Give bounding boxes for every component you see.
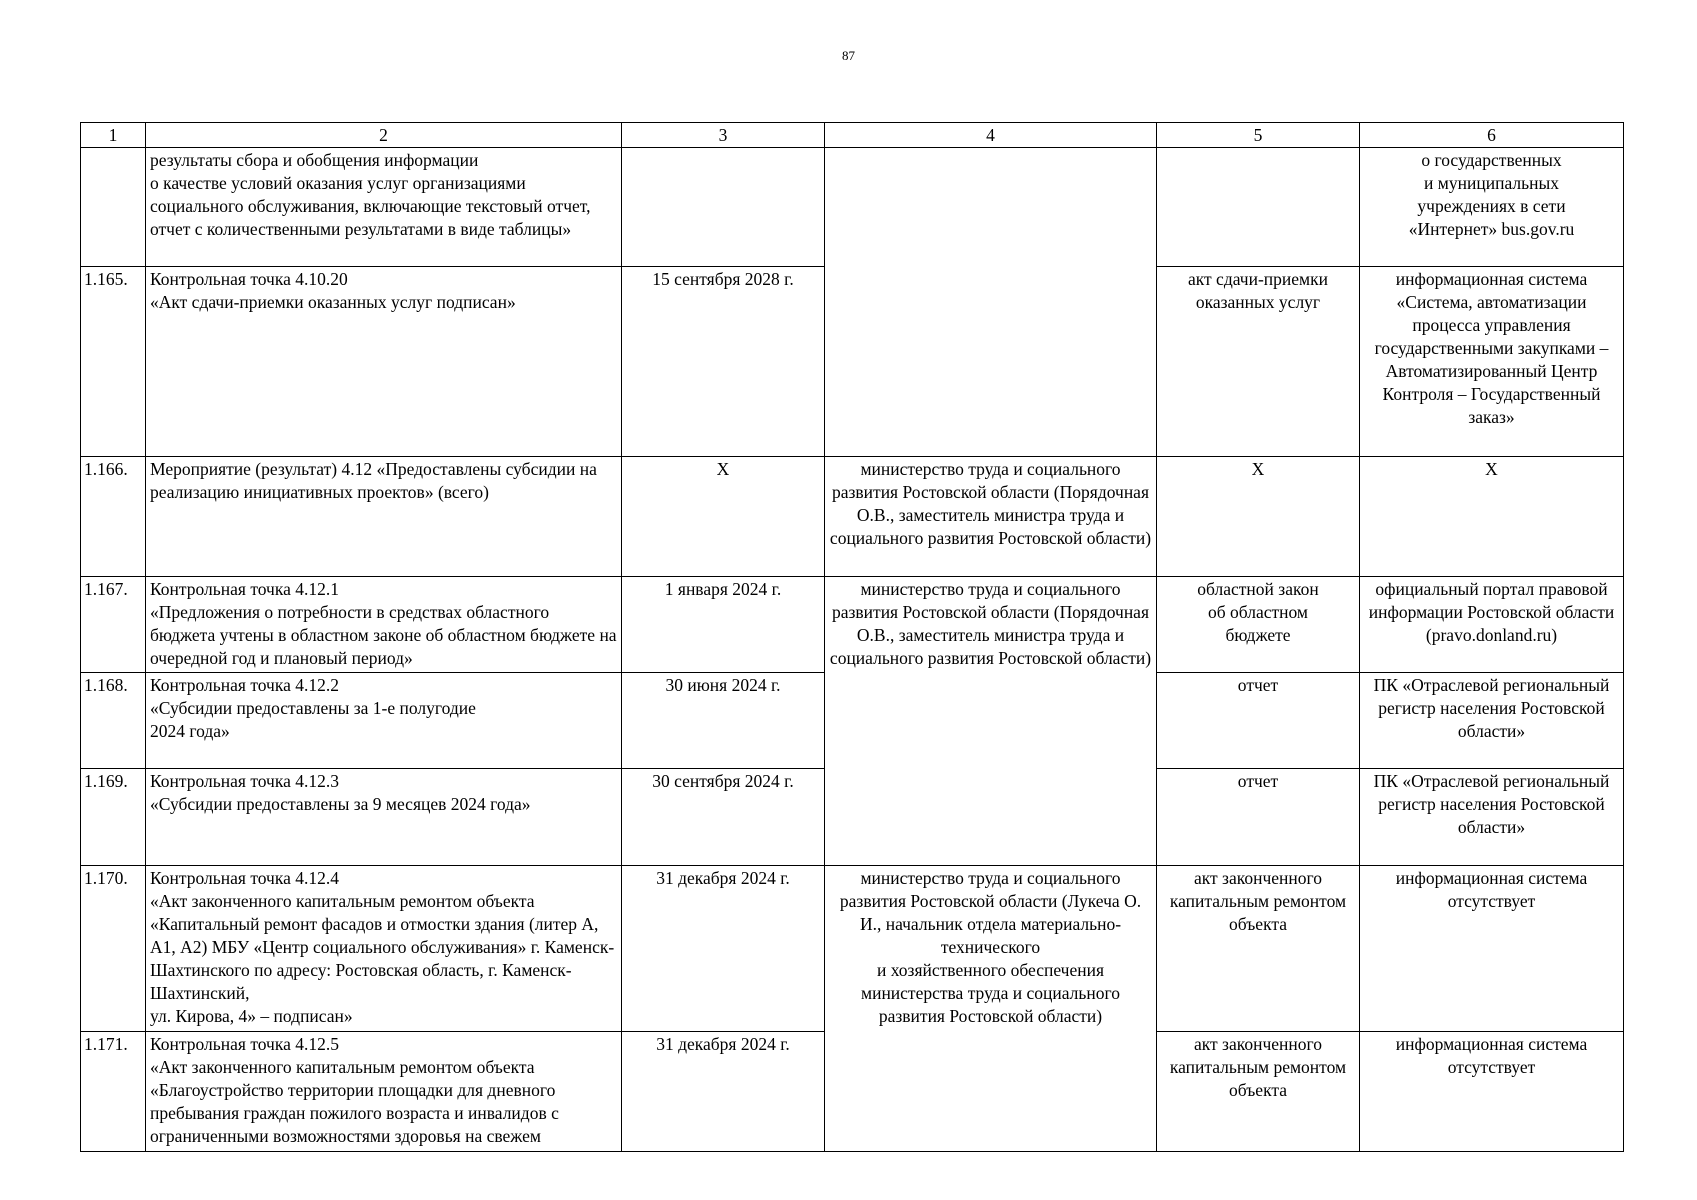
header-col-6: 6 <box>1360 123 1624 148</box>
table-row-1-170 <box>81 866 1624 1032</box>
table-header-row <box>81 123 1624 148</box>
document-type-cell: отчет <box>1157 769 1360 866</box>
row-number-cell <box>81 148 146 267</box>
deadline-cell: 31 декабря 2024 г. <box>622 1032 825 1152</box>
document-type-cell: отчет <box>1157 673 1360 769</box>
row-number-cell: 1.167. <box>81 577 146 673</box>
description-cell: результаты сбора и обобщения информации о качестве условий оказания услуг организациями социального обслуживания, включающие текстовый отчет, отчет с количественными результатами в виде таблицы» <box>146 148 622 267</box>
activity-table <box>80 122 1624 1152</box>
document-type-cell: акт сдачи-приемки оказанных услуг <box>1157 267 1360 457</box>
table-row-continuation <box>81 148 1624 267</box>
header-col-4: 4 <box>825 123 1157 148</box>
description-cell: Контрольная точка 4.10.20 «Акт сдачи-приемки оказанных услуг подписан» <box>146 267 622 457</box>
header-col-3: 3 <box>622 123 825 148</box>
deadline-cell <box>622 148 825 267</box>
row-number-cell: 1.165. <box>81 267 146 457</box>
page-number: 87 <box>842 48 855 63</box>
row-number-cell: 1.168. <box>81 673 146 769</box>
document-type-cell: акт законченного капитальным ремонтом объекта <box>1157 1032 1360 1152</box>
deadline-cell: 30 июня 2024 г. <box>622 673 825 769</box>
row-number-cell: 1.170. <box>81 866 146 1032</box>
information-system-cell: информационная система «Система, автоматизации процесса управления государственными закупками – Автоматизированный Центр Контроля – Государственный заказ» <box>1360 267 1624 457</box>
information-system-cell: о государственных и муниципальных учреждениях в сети «Интернет» bus.gov.ru <box>1360 148 1624 267</box>
information-system-cell: официальный портал правовой информации Ростовской области (pravo.donland.ru) <box>1360 577 1624 673</box>
table-row-1-167 <box>81 577 1624 673</box>
table-row-1-166 <box>81 457 1624 577</box>
information-system-cell: ПК «Отраслевой региональный регистр населения Ростовской области» <box>1360 673 1624 769</box>
row-number-cell: 1.166. <box>81 457 146 577</box>
information-system-cell: X <box>1360 457 1624 577</box>
description-cell: Контрольная точка 4.12.3 «Субсидии предоставлены за 9 месяцев 2024 года» <box>146 769 622 866</box>
information-system-cell: информационная система отсутствует <box>1360 1032 1624 1152</box>
header-col-2: 2 <box>146 123 622 148</box>
description-cell: Контрольная точка 4.12.1 «Предложения о потребности в средствах областного бюджета учтены в областном законе об областном бюджете на очередной год и плановый период» <box>146 577 622 673</box>
responsible-cell: министерство труда и социального развития Ростовской области (Лукеча О. И., начальник отдела материально-технического и хозяйственного обеспечения министерства труда и социального развития Ростовской области) <box>825 866 1157 1152</box>
responsible-cell: министерство труда и социального развития Ростовской области (Порядочная О.В., заместитель министра труда и социального развития Ростовской области) <box>825 457 1157 577</box>
document-type-cell: акт законченного капитальным ремонтом объекта <box>1157 866 1360 1032</box>
responsible-cell <box>825 148 1157 457</box>
deadline-cell: X <box>622 457 825 577</box>
description-cell: Контрольная точка 4.12.2 «Субсидии предоставлены за 1-е полугодие 2024 года» <box>146 673 622 769</box>
information-system-cell: ПК «Отраслевой региональный регистр населения Ростовской области» <box>1360 769 1624 866</box>
header-col-1: 1 <box>81 123 146 148</box>
deadline-cell: 31 декабря 2024 г. <box>622 866 825 1032</box>
row-number-cell: 1.171. <box>81 1032 146 1152</box>
description-cell: Мероприятие (результат) 4.12 «Предоставлены субсидии на реализацию инициативных проектов» (всего) <box>146 457 622 577</box>
deadline-cell: 30 сентября 2024 г. <box>622 769 825 866</box>
document-type-cell: X <box>1157 457 1360 577</box>
row-number-cell: 1.169. <box>81 769 146 866</box>
deadline-cell: 1 января 2024 г. <box>622 577 825 673</box>
header-col-5: 5 <box>1157 123 1360 148</box>
deadline-cell: 15 сентября 2028 г. <box>622 267 825 457</box>
document-type-cell <box>1157 148 1360 267</box>
information-system-cell: информационная система отсутствует <box>1360 866 1624 1032</box>
responsible-cell: министерство труда и социального развития Ростовской области (Порядочная О.В., заместитель министра труда и социального развития Ростовской области) <box>825 577 1157 866</box>
description-cell: Контрольная точка 4.12.4 «Акт законченного капитальным ремонтом объекта «Капитальный ремонт фасадов и отмостки здания (литер А, А1, А2) МБУ «Центр социального обслуживания» г. Каменск-Шахтинского по адресу: Ростовская область, г. Каменск-Шахтинский, ул. Кирова, 4» – подписан» <box>146 866 622 1032</box>
description-cell: Контрольная точка 4.12.5 «Акт законченного капитальным ремонтом объекта «Благоустройство территории площадки для дневного пребывания граждан пожилого возраста и инвалидов с ограниченными возможностями здоровья на свежем <box>146 1032 622 1152</box>
document-type-cell: областной закон об областном бюджете <box>1157 577 1360 673</box>
